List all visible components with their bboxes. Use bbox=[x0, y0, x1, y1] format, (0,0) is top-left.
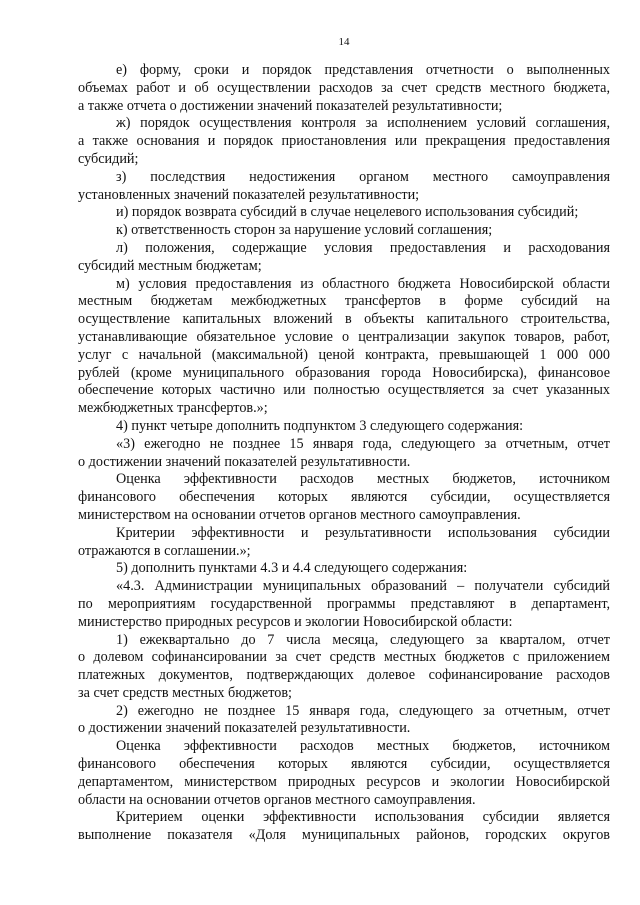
page-number: 14 bbox=[338, 36, 350, 48]
text-line: 2) ежегодно не позднее 15 января года, следующего за отчетным, отчет bbox=[116, 702, 610, 719]
text-line: обеспечение которых частично или полностью осуществляется за счет указанных bbox=[78, 382, 610, 399]
text-line: Критерием оценки эффективности использования субсидии является bbox=[116, 809, 610, 826]
text-line: платежных документов, подтверждающих долевое софинансирование расходов bbox=[78, 667, 610, 684]
text-line: рублей (кроме муниципального образования города Новосибирска), финансовое bbox=[78, 364, 610, 381]
text-line: местным бюджетам межбюджетных трансфертов в форме субсидий на bbox=[78, 293, 610, 310]
document-body bbox=[78, 62, 610, 845]
text-line: устанавливающие обязательное условие о централизации закупок товаров, работ, bbox=[78, 328, 610, 345]
text-line: а также отчета о достижении значений показателей результативности; bbox=[78, 97, 503, 114]
text-line: услуг с начальной (максимальной) ценой контракта, превышающей 1 000 000 bbox=[78, 346, 610, 363]
text-line: 4) пункт четыре дополнить подпунктом 3 следующего содержания: bbox=[116, 417, 524, 434]
text-line: з) последствия недостижения органом местного самоуправления bbox=[116, 168, 610, 185]
text-line: межбюджетных трансфертов.»; bbox=[78, 400, 268, 417]
text-line: л) положения, содержащие условия предоставления и расходования bbox=[116, 239, 610, 256]
text-line: Критерии эффективности и результативности использования субсидии bbox=[116, 524, 610, 541]
text-line: Оценка эффективности расходов местных бюджетов, источником bbox=[116, 738, 610, 755]
text-line: министерство природных ресурсов и экологии Новосибирской области: bbox=[78, 613, 513, 630]
text-line: за счет средств местных бюджетов; bbox=[78, 684, 292, 701]
text-line: отражаются в соглашении.»; bbox=[78, 542, 251, 559]
text-line: выполнение показателя «Доля муниципальных районов, городских округов bbox=[78, 827, 610, 844]
text-line: о достижении значений показателей результативности. bbox=[78, 720, 411, 737]
text-line: к) ответственность сторон за нарушение условий соглашения; bbox=[116, 222, 493, 239]
text-line: и) порядок возврата субсидий в случае нецелевого использования субсидий; bbox=[116, 204, 579, 221]
text-line: субсидий местным бюджетам; bbox=[78, 257, 262, 274]
text-line: Оценка эффективности расходов местных бюджетов, источником bbox=[116, 471, 610, 488]
text-line: «3) ежегодно не позднее 15 января года, следующего за отчетным, отчет bbox=[116, 435, 610, 452]
text-line: осуществление капитальных вложений в объекты капитального строительства, bbox=[78, 311, 610, 328]
text-line: о долевом софинансировании за счет средств местных бюджетов с приложением bbox=[78, 649, 610, 666]
text-line: о достижении значений показателей результативности. bbox=[78, 453, 411, 470]
text-line: субсидий; bbox=[78, 150, 139, 167]
text-line: департаментом, министерством природных ресурсов и экологии Новосибирской bbox=[78, 773, 610, 790]
text-line: ж) порядок осуществления контроля за исполнением условий соглашения, bbox=[116, 115, 610, 132]
text-line: а также основания и порядок приостановления или прекращения предоставления bbox=[78, 133, 610, 150]
text-line: 5) дополнить пунктами 4.3 и 4.4 следующего содержания: bbox=[116, 560, 468, 577]
text-line: м) условия предоставления из областного бюджета Новосибирской области bbox=[116, 275, 610, 292]
text-line: объемах работ и об осуществлении расходов за счет средств местного бюджета, bbox=[78, 79, 610, 96]
text-line: финансового обеспечения которых являются субсидии, осуществляется bbox=[78, 489, 610, 506]
text-line: 1) ежеквартально до 7 числа месяца, следующего за кварталом, отчет bbox=[116, 631, 610, 648]
text-line: по мероприятиям государственной программы представляют в департамент, bbox=[78, 595, 610, 612]
text-line: министерством на основании отчетов органов местного самоуправления. bbox=[78, 506, 521, 523]
text-line: финансового обеспечения которых являются субсидии, осуществляется bbox=[78, 756, 610, 773]
text-line: области на основании отчетов органов местного самоуправления. bbox=[78, 791, 476, 808]
text-line: «4.3. Администрации муниципальных образований – получатели субсидий bbox=[116, 578, 610, 595]
text-line: е) форму, сроки и порядок представления отчетности о выполненных bbox=[116, 62, 610, 78]
text-line: установленных значений показателей результативности; bbox=[78, 186, 420, 203]
